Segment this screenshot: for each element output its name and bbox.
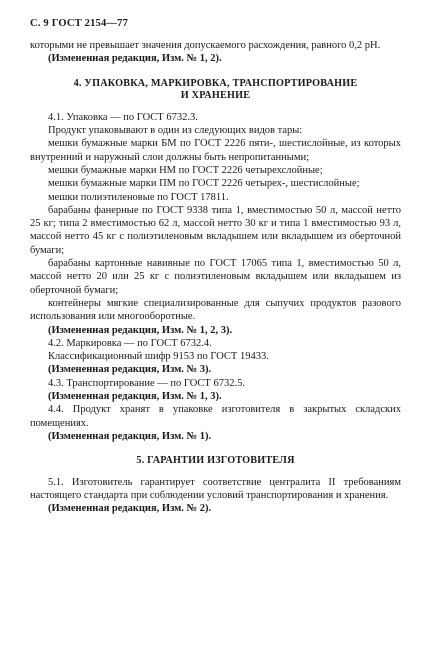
classification-code: Классификационный шифр 9153 по ГОСТ 19433.	[48, 351, 269, 363]
amendment-note: (Измененная редакция, Изм. № 2).	[48, 503, 212, 515]
amendment-note: (Измененная редакция, Изм. № 1, 2, 3).	[48, 324, 233, 336]
clause-5-1: 5.1. Изготовитель гарантирует соответствие централита II требованиям настоящего стандарта при соблюдении условий транспортирования и хранения.	[30, 476, 401, 502]
packaging-item-containers: контейнеры мягкие специализированные для сыпучих продуктов разового использования или многооборотные.	[30, 297, 401, 323]
continued-paragraph: которыми не превышает значения допускаемого расхождения, равного 0,2 pH.	[30, 40, 381, 51]
page-header: С. 9 ГОСТ 2154—77	[30, 18, 129, 29]
packaging-item-drums-cardboard: барабаны картонные навивные по ГОСТ 17065 типа 1, вместимостью 50 л, массой нетто 20 или 25 кг с полиэтиленовым вкладышем или вкладышем из оберточной бумаги;	[30, 258, 401, 296]
section-4-title-line-1: 4. УПАКОВКА, МАРКИРОВКА, ТРАНСПОРТИРОВАНИЕ	[73, 77, 358, 89]
clause-4-4: 4.4. Продукт хранят в упаковке изготовителя в закрытых складских помещениях.	[30, 404, 401, 429]
amendment-note: (Измененная редакция, Изм. № 1).	[48, 430, 212, 442]
amendment-note: (Измененная редакция, Изм. № 3).	[48, 364, 212, 376]
packaging-item-bags-bm: мешки бумажные марки БМ по ГОСТ 2226 пяти-, шестислойные, из которых внутренний и наружный слои должны быть непропитанными;	[30, 138, 401, 163]
amendment-note: (Измененная редакция, Изм. № 1, 3).	[48, 391, 222, 403]
section-4-title	[30, 78, 401, 103]
packaging-item-drums-plywood: барабаны фанерные по ГОСТ 9338 типа 1, вместимостью 50 л, массой нетто 25 кг; типа 2 вместимостью 62 л, массой нетто 30 кг и типа 1 вместимостью 93 л, массой нетто 45 кг с полиэтиленовым вкладышем или вкладышем из оберточной бумаги;	[30, 204, 401, 256]
clause-4-3: 4.3. Транспортирование — по ГОСТ 6732.5.	[48, 377, 245, 389]
packaging-item-bags-nm: мешки бумажные марки НМ по ГОСТ 2226 четырехслойные;	[48, 164, 323, 176]
section-5-title: 5. ГАРАНТИИ ИЗГОТОВИТЕЛЯ	[136, 455, 295, 467]
section-4-title-line-2: И ХРАНЕНИЕ	[180, 90, 251, 102]
packaging-intro: Продукт упаковывают в один из следующих видов тары:	[48, 125, 303, 137]
amendment-note: (Измененная редакция, Изм. № 1, 2).	[48, 53, 222, 65]
packaging-item-bags-pe: мешки полиэтиленовые по ГОСТ 17811.	[48, 191, 229, 203]
clause-4-2: 4.2. Маркировка — по ГОСТ 6732.4.	[48, 337, 212, 349]
packaging-item-bags-pm: мешки бумажные марки ПМ по ГОСТ 2226 четырех-, шестислойные;	[48, 178, 360, 190]
clause-4-1: 4.1. Упаковка — по ГОСТ 6732.3.	[48, 111, 198, 123]
